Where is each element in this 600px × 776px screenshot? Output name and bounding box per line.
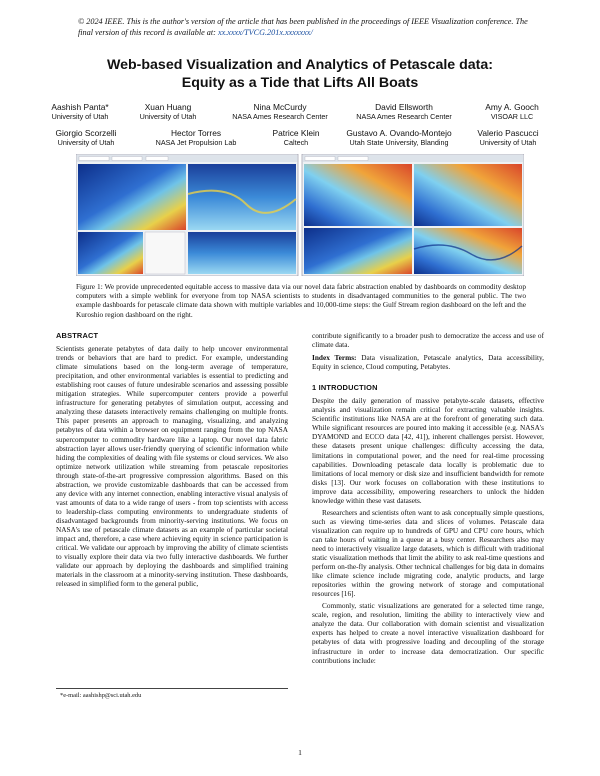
index-terms bbox=[312, 353, 544, 371]
page-number: 1 bbox=[298, 748, 302, 757]
abstract-heading: ABSTRACT bbox=[56, 331, 99, 340]
left-column bbox=[56, 331, 288, 591]
right-column bbox=[312, 331, 544, 668]
dashboard-right-panel-a bbox=[304, 228, 412, 274]
dashboard-right-map bbox=[304, 164, 412, 226]
author: Amy A. Gooch VISOAR LLC bbox=[485, 102, 539, 121]
figure-caption: Figure 1: We provide unprecedented equitable access to massive data via our novel data fabric abstraction enabled by dashboards on commodity desktop computers with a simple weblink for everyone from top NASA scientists to students in disadvantaged communities to the general public. The two example dashboards for petascale climate data shown with multiple variables and 10,000-time steps: the Gulf Stream region dashboard on the left and the Kuroshio region dashboard on the right. bbox=[76, 282, 526, 319]
dashboard-left-panel-c bbox=[188, 232, 296, 274]
title-line-1: Web-based Visualization and Analytics of Petascale data: bbox=[106, 57, 494, 73]
abstract-continued: contribute significantly to a broader push to democratize the access and use of climate data. bbox=[312, 331, 544, 350]
author: David Ellsworth NASA Ames Research Center bbox=[356, 102, 452, 121]
author: Aashish Panta* University of Utah bbox=[51, 102, 109, 121]
author: Valerio Pascucci University of Utah bbox=[477, 128, 539, 147]
author: Xuan Huang University of Utah bbox=[139, 102, 197, 121]
dashboard-right-map-2 bbox=[414, 164, 522, 226]
teaser-figure bbox=[76, 154, 524, 276]
doi-link[interactable]: xx.xxxx/TVCG.201x.xxxxxxx/ bbox=[217, 27, 313, 37]
intro-paragraph-3: Commonly, static visualizations are generated for a selected time range, scale, region, and resolution, limiting the ability to interactively view and analyze the data. Our collaboration with domain scientist and visualization experts has helped to create a novel interactive visualization dashboard for petabytes of data with progressive loading and decoupling of the storage infrastructure in order to increase data democratization. Our specific contributions include: bbox=[312, 601, 544, 665]
abstract-body: Scientists generate petabytes of data daily to help uncover environmental trends or behaviors that are hard to predict. For example, understanding climate simulations based on the long-term average of temperature, precipitation, and other environmental variables is essential to predicting and establishing root causes of future undesirable scenarios and assessing possible mitigation strategies. While supercomputer centers provide a powerful infrastructure for generating petabytes of simulation output, accessing and analyzing these datasets interactively remains challenging on multiple fronts. This paper presents an approach to managing, visualizing, and analyzing petabytes of data within a browser on equipment ranging from the top NASA supercomputer to commodity hardware like a laptop. Our novel data fabric abstraction layer allows user-friendly querying of scientific information while hiding the complexities of dealing with file systems or cloud services. We also optimize network utilization while streaming from petascale repositories through state-of-the-art progressive compression algorithms. Based on this abstraction, we provide customizable dashboards that can be accessed from any device with any internet connection, enabling interactive visual analysis of vast amounts of data to a wide range of users - from top scientists with access to leadership-class computing environments to undergraduate students of disadvantaged backgrounds from minority-serving institutions. We focus on NASA's use of petascale climate datasets as an example of particular societal impact and, therefore, a case where achieving equity in science participation is critical. We validate our approach by improving the ability of climate scientists to visually explore their data via two fully interactive dashboards. We further validate our approach by deploying the dashboards and simplified training materials in the classroom at a minority-serving institution. These dashboards, released in simplified form to the general public, bbox=[56, 344, 288, 589]
dashboard-left-panel-b bbox=[145, 232, 185, 274]
dashboard-right-panel-b bbox=[414, 228, 522, 274]
author: Nina McCurdy NASA Ames Research Center bbox=[232, 102, 328, 121]
author: Hector Torres NASA Jet Propulsion Lab bbox=[155, 128, 237, 147]
author-block bbox=[51, 102, 556, 154]
index-terms-label: Index Terms: bbox=[312, 353, 357, 363]
intro-paragraph-1: Despite the daily generation of massive petabyte-scale datasets, effective analysis and visualization remain critical for extracting valuable insights. Scientific institutions like NASA are at the forefront of generating such data. While significant resources are poured into making it accessible (e.g. NASA's DYAMOND and ECCO data [42, 41]), inherent challenges persist. However, these datasets present unique challenges: difficulty accessing the data, limitations in computational power, and the need for real-time processing capabilities. Downloading petascale data locally is problematic due to limitations of local memory or disk size and insufficient bandwidth for remote disks [13]. Our work focuses on collaboration with these institutions to improve data accessibility, empowering researchers to unlock the hidden knowledge within these vast datasets. bbox=[312, 396, 544, 505]
index-terms-text: Data visualization, Petascale analytics, Data accessibility, Equity in science, Cloud computing, Petabytes. bbox=[312, 353, 545, 372]
dashboard-left-map bbox=[78, 164, 186, 230]
paper-title bbox=[60, 56, 540, 92]
intro-paragraph-2: Researchers and scientists often want to ask conceptually simple questions, such as viewing time-series data and slices of volumes. Petascale data visualization can require up to hundreds of GPU and CPU core hours, which can take hours of waiting in a queue at a busy center. Researchers also may need to interactively visualize large datasets, which is difficult with traditional static visualization methods that limit the ability to ask real-time questions and perform on-the-fly analysis. Other technical challenges for big data in domains like climate science include migrating code, analytic products, and large repositories within the growing network of storage and computational resources [16]. bbox=[312, 507, 544, 599]
notice-text: © 2024 IEEE. This is the author's version of the article that has been published in the proceedings of IEEE Visualization conference. The final version of this record is available at: bbox=[78, 17, 528, 37]
dashboard-left-panel-a bbox=[78, 232, 143, 274]
dashboard-left-toolbar bbox=[77, 155, 297, 162]
copyright-notice bbox=[78, 17, 528, 38]
author: Patrice Klein Caltech bbox=[272, 128, 320, 147]
dashboard-right-toolbar bbox=[303, 155, 523, 162]
dashboard-left-map-2 bbox=[188, 164, 296, 230]
author: Giorgio Scorzelli University of Utah bbox=[55, 128, 117, 147]
intro-heading: 1 INTRODUCTION bbox=[312, 383, 378, 393]
title-line-2: Equity as a Tide that Lifts All Boats bbox=[181, 75, 419, 91]
footnote: *e-mail: aashishp@sci.utah.edu bbox=[56, 688, 288, 699]
author: Gustavo A. Ovando-Montejo Utah State University, Blanding bbox=[346, 128, 452, 147]
